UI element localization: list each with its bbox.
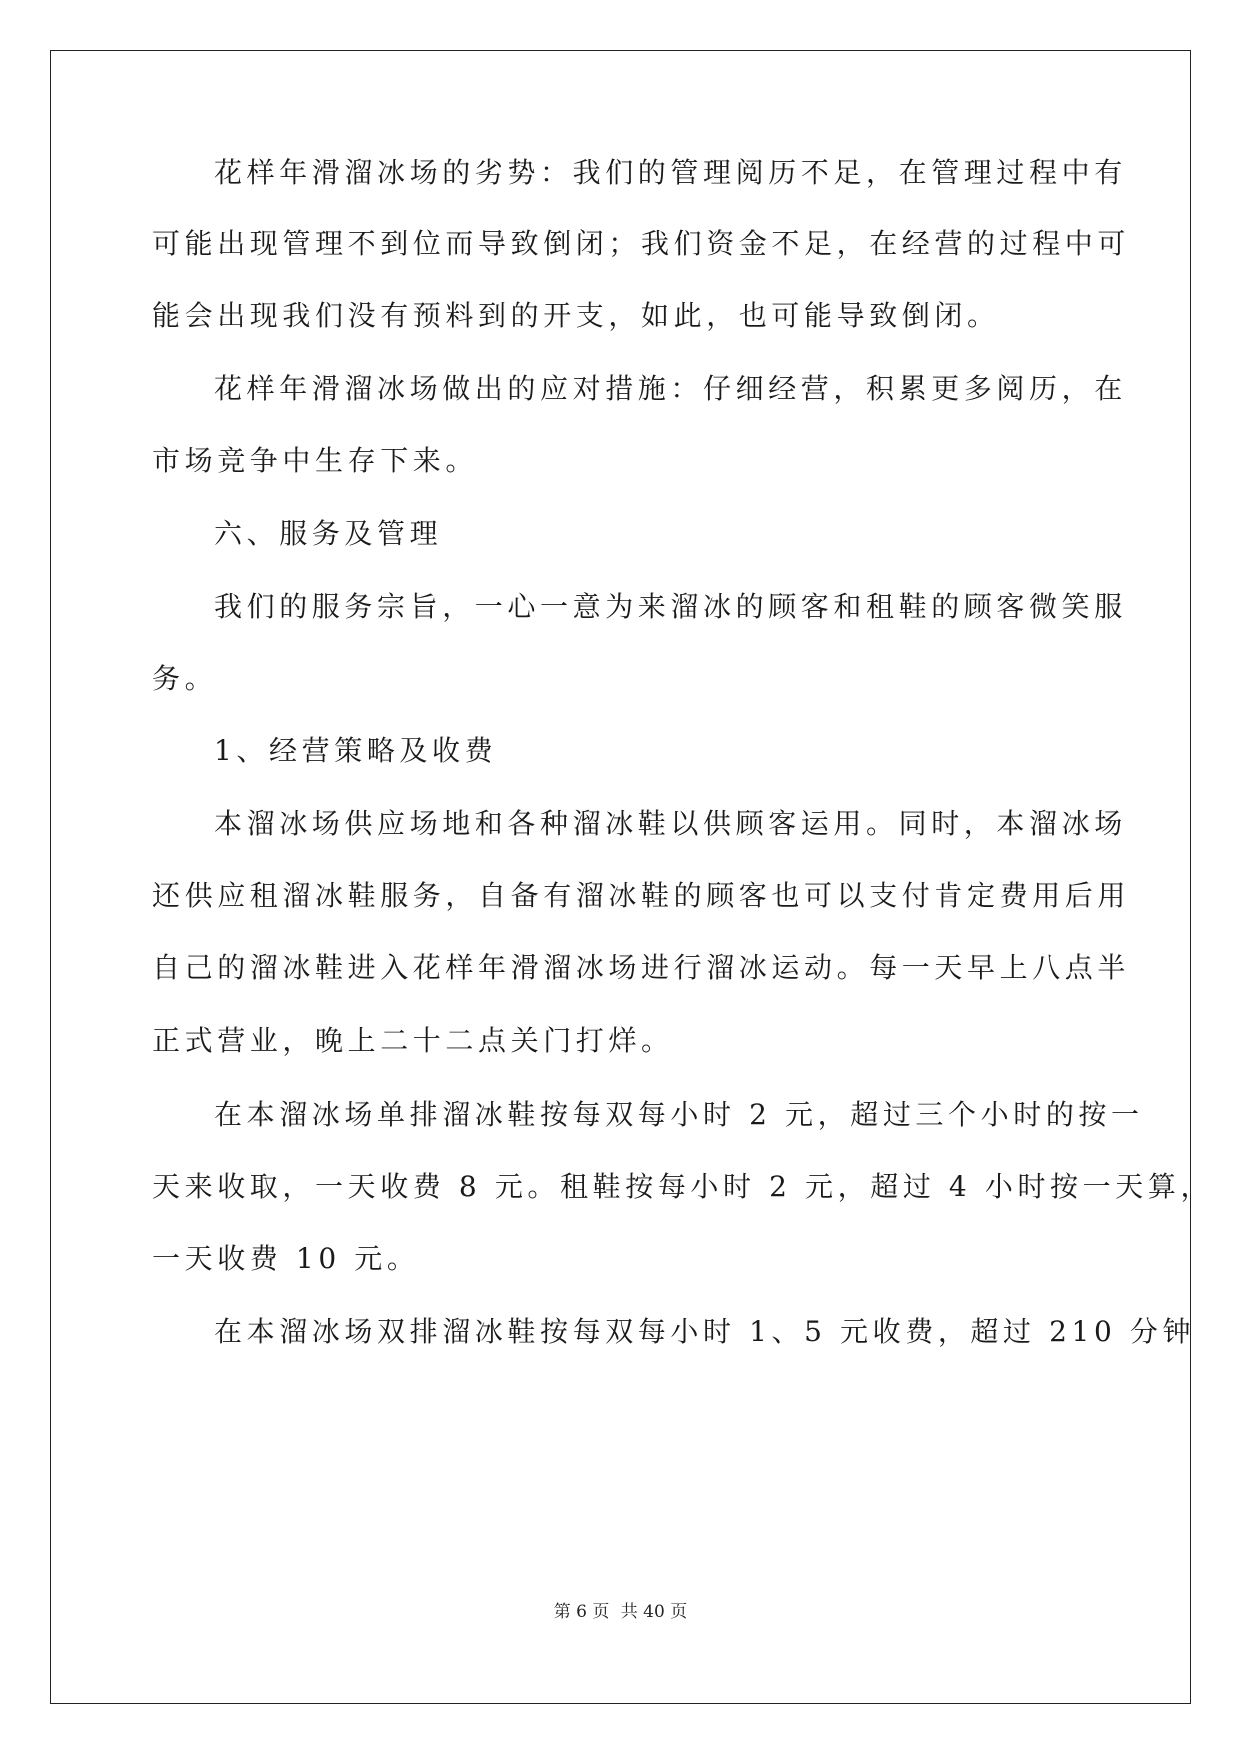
paragraph-line: 可能出现管理不到位而导致倒闭；我们资金不足，在经营的过程中可 xyxy=(152,227,1131,260)
page-number: 第 6 页 xyxy=(553,1602,610,1622)
page-total: 共 40 页 xyxy=(620,1602,688,1622)
paragraph-line: 务。 xyxy=(152,662,218,695)
paragraph-line: 在本溜冰场双排溜冰鞋按每双每小时 1、5 元收费，超过 210 分钟 xyxy=(214,1315,1196,1348)
paragraph-line: 花样年滑溜冰场做出的应对措施：仔细经营，积累更多阅历，在 xyxy=(214,372,1127,405)
paragraph-line: 还供应租溜冰鞋服务，自备有溜冰鞋的顾客也可以支付肯定费用后用 xyxy=(152,879,1131,912)
subsection-heading: 1、经营策略及收费 xyxy=(214,734,498,767)
paragraph-line: 本溜冰场供应场地和各种溜冰鞋以供顾客运用。同时，本溜冰场 xyxy=(214,807,1127,840)
paragraph-line: 我们的服务宗旨，一心一意为来溜冰的顾客和租鞋的顾客微笑服 xyxy=(214,590,1127,623)
section-heading: 六、服务及管理 xyxy=(214,517,443,550)
paragraph-line: 在本溜冰场单排溜冰鞋按每双每小时 2 元，超过三个小时的按一 xyxy=(214,1098,1144,1131)
paragraph-line: 正式营业，晚上二十二点关门打烊。 xyxy=(152,1024,674,1057)
page-footer xyxy=(0,1600,1241,1624)
paragraph-line: 市场竞争中生存下来。 xyxy=(152,444,479,477)
paragraph-line: 花样年滑溜冰场的劣势：我们的管理阅历不足，在管理过程中有 xyxy=(214,156,1127,189)
paragraph-line: 自己的溜冰鞋进入花样年滑溜冰场进行溜冰运动。每一天早上八点半 xyxy=(152,951,1131,984)
paragraph-line: 一天收费 10 元。 xyxy=(152,1242,420,1275)
paragraph-line: 能会出现我们没有预料到的开支，如此，也可能导致倒闭。 xyxy=(152,299,1000,332)
paragraph-line: 天来收取，一天收费 8 元。租鞋按每小时 2 元，超过 4 小时按一天算， xyxy=(152,1170,1214,1203)
